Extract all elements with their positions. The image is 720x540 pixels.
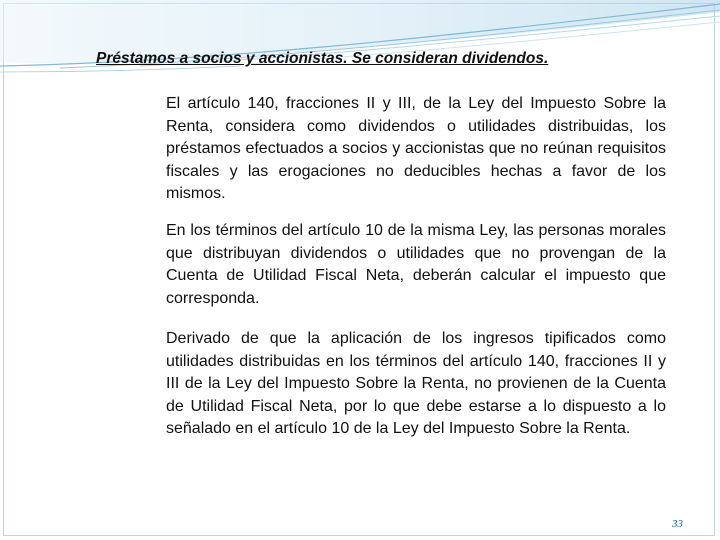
- slide-title: Préstamos a socios y accionistas. Se consideran dividendos.: [96, 50, 549, 67]
- paragraph-2: En los términos del artículo 10 de la misma Ley, las personas morales que distribuyan dividendos o utilidades que no provengan de la Cuenta de Utilidad Fiscal Neta, deberán calcular el impuesto que corresponda.: [166, 222, 666, 307]
- paragraph-3: Derivado de que la aplicación de los ingresos tipificados como utilidades distribuidas en los términos del artículo 140, fracciones II y III de la Ley del Impuesto Sobre la Renta, no provienen de la Cuenta de Utilidad Fiscal Neta, por lo que debe estarse a lo dispuesto a lo señalado en el artículo 10 de la Ley del Impuesto Sobre la Renta.: [166, 330, 666, 437]
- header-swoosh-decoration: [0, 0, 720, 80]
- page-number: 33: [672, 518, 683, 530]
- paragraph-1: El artículo 140, fracciones II y III, de la Ley del Impuesto Sobre la Renta, considera como dividendos o utilidades distribuidas, los préstamos efectuados a socios y accionistas que no reúnan requisitos fiscales y las erogaciones no deducibles hechas a favor de los mismos.: [166, 95, 666, 202]
